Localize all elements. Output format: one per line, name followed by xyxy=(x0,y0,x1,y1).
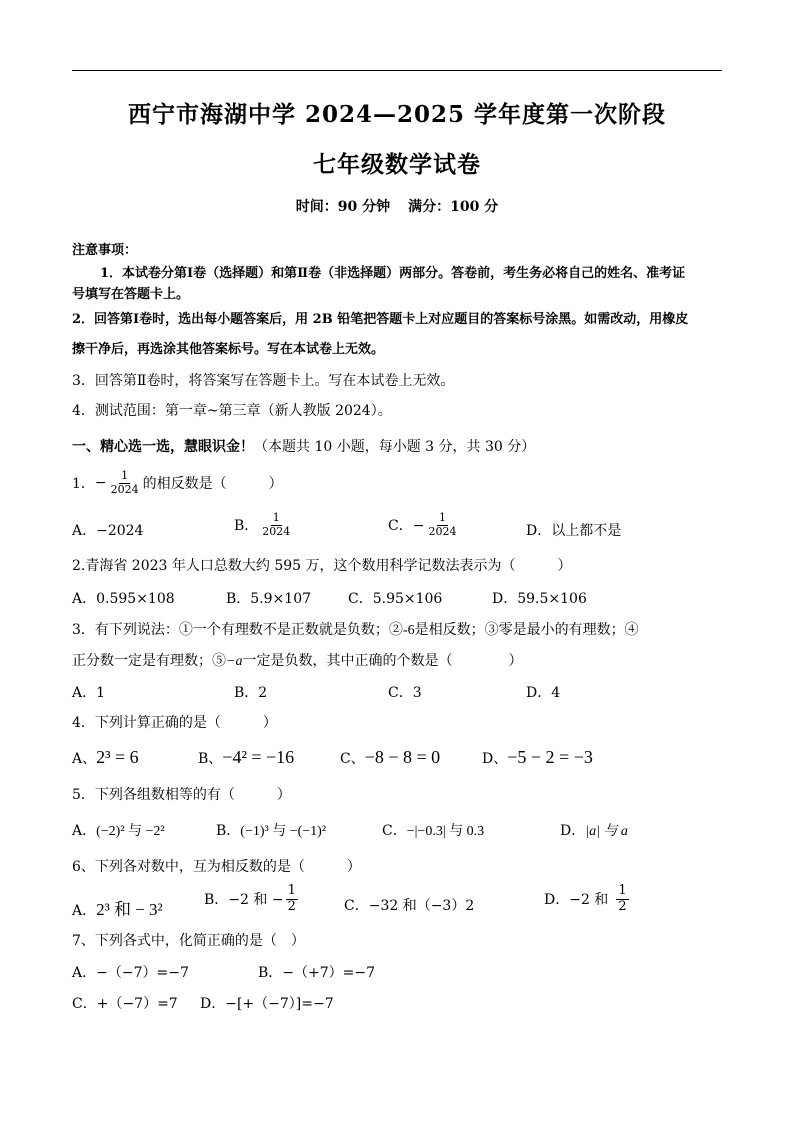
note-1-line1: 1．本试卷分第Ⅰ卷（选择题）和第Ⅱ卷（非选择题）两部分。答卷前，考生务必将自己的姓名、准考证 xyxy=(100,266,686,281)
q6-option-c: C．−32 和（−3）2 xyxy=(344,898,475,914)
note-4: 4．测试范围：第一章~第三章（新人教版 2024）。 xyxy=(72,403,392,419)
q7-option-a: A．−（−7）=−7 xyxy=(72,965,189,981)
q7-option-c: C．+（−7）=7 xyxy=(72,996,178,1012)
section1-desc: （本题共 10 小题，每小题 3 分，共 30 分） xyxy=(254,439,536,455)
q4-c-math: −8 − 8 = 0 xyxy=(364,747,441,767)
section1-title: 一、精心选一选，慧眼识金！ xyxy=(72,439,254,455)
q1-option-c xyxy=(388,512,460,538)
q1-c-num: 1 xyxy=(438,511,446,524)
q4-d-math: −5 − 2 = −3 xyxy=(507,747,593,767)
q4-option-a xyxy=(72,747,139,768)
q6-option-d xyxy=(544,884,631,915)
question-4: 4．下列计算正确的是（ ） xyxy=(72,715,277,731)
q5-c-math: −|−0.3| 与 0.3 xyxy=(406,824,485,839)
q7-option-d: D．−[+（−7）]=−7 xyxy=(200,996,334,1012)
q3-neg-a: −a xyxy=(226,654,243,669)
q4-a-math: 2³ = 6 xyxy=(96,747,139,767)
q3-option-b: B．2 xyxy=(234,685,268,701)
q1-c-fraction xyxy=(426,512,458,538)
q5-c-label: C． xyxy=(382,823,407,839)
question-5: 5．下列各组数相等的有（ ） xyxy=(72,787,291,803)
q1-b-den: 2024 xyxy=(262,524,291,538)
q6-a-math: 2³ 和 − 3² xyxy=(96,900,163,919)
question-2: 2.青海省 2023 年人口总数大约 595 万，这个数用科学记数法表示为（ ） xyxy=(72,558,572,574)
exam-title-line1: 西宁市海湖中学 2024—2025 学年度第一次阶段 xyxy=(127,101,667,128)
exam-title-line2: 七年级数学试卷 xyxy=(313,151,481,178)
q2-option-c: C．5.95×106 xyxy=(348,591,443,607)
exam-meta xyxy=(0,196,794,216)
q6-b-label: B．−2 和 − xyxy=(204,892,284,909)
q4-option-d xyxy=(482,747,593,768)
q6-d-den: 2 xyxy=(618,898,627,914)
q6-b-fraction xyxy=(286,884,298,915)
q6-option-a xyxy=(72,895,163,920)
q1-fraction xyxy=(109,470,141,496)
q5-a-math: (−2)² 与 −2² xyxy=(96,824,165,839)
q5-d-label: D． xyxy=(560,823,586,839)
q4-b-label: B、 xyxy=(198,751,223,767)
q3-minus-six: -6 xyxy=(402,623,415,638)
q3-option-d: D．4 xyxy=(526,685,561,701)
q5-option-b xyxy=(216,820,326,840)
q6-b-num: 1 xyxy=(287,883,296,898)
q5-b-math: (−1)³ 与 −(−1)² xyxy=(240,824,327,839)
q6-d-fraction xyxy=(616,884,628,915)
q1-frac-den: 2024 xyxy=(110,482,139,496)
q6-a-label: A． xyxy=(72,903,97,919)
note-1-line2: 号填写在答题卡上。 xyxy=(72,287,190,302)
q4-option-b xyxy=(198,747,294,768)
question-3-line2 xyxy=(72,650,522,670)
q1-neg: − xyxy=(94,475,107,492)
q5-option-a xyxy=(72,820,165,840)
q2-option-b: B．5.9×107 xyxy=(226,591,312,607)
q1-option-b xyxy=(234,512,294,538)
q4-c-label: C、 xyxy=(340,751,365,767)
question-6: 6、下列各对数中，互为相反数的是（ ） xyxy=(72,859,361,875)
q3-text-a3: 是相反数；③零是最小的有理数；④ xyxy=(414,622,639,638)
q1-option-a: A．−2024 xyxy=(72,523,144,539)
q1-b-num: 1 xyxy=(272,511,280,524)
q3-text-b3: 一定是负数，其中正确的个数是（ ） xyxy=(242,653,523,669)
q4-b-math: −4² = −16 xyxy=(222,747,295,767)
note-2-line2: 擦干净后，再选涂其他答案标号。写在本试卷上无效。 xyxy=(72,342,385,357)
q3-option-c: C．3 xyxy=(388,685,422,701)
q7-option-b: B．−（+7）=−7 xyxy=(258,965,376,981)
top-rule xyxy=(72,70,722,71)
question-1 xyxy=(72,470,283,496)
q1-option-d: D．以上都不是 xyxy=(526,523,622,539)
q6-d-num: 1 xyxy=(618,883,627,898)
q1-b-fraction xyxy=(260,512,292,538)
q5-a-label: A． xyxy=(72,823,97,839)
q5-option-d xyxy=(560,820,628,840)
q4-d-label: D、 xyxy=(482,751,508,767)
exam-time: 时间：90 分钟 xyxy=(295,199,391,215)
q4-a-label: A、 xyxy=(72,751,97,767)
q6-b-den: 2 xyxy=(287,898,296,914)
q1-number: 1． xyxy=(72,476,95,493)
q1-frac-num: 1 xyxy=(121,469,129,482)
q3-text-b1: 正分数一定是有理数；⑤ xyxy=(72,653,226,669)
note-3: 3．回答第Ⅱ卷时，将答案写在答题卡上。写在本试卷上无效。 xyxy=(72,373,455,389)
q5-d-math: |a| 与 a xyxy=(585,824,628,839)
q2-option-d: D．59.5×106 xyxy=(492,591,587,607)
section1-heading xyxy=(72,436,535,456)
question-7: 7、下列各式中，化简正确的是（ ） xyxy=(72,933,305,949)
question-3-line1 xyxy=(72,619,639,639)
q1-c-label: C．− xyxy=(388,518,425,535)
q6-d-label: D．−2 和 xyxy=(544,892,609,909)
q5-option-c xyxy=(382,820,484,840)
notes-heading: 注意事项： xyxy=(72,243,138,258)
q1-text: 的相反数是（ ） xyxy=(142,476,283,493)
q4-option-c xyxy=(340,747,440,768)
q3-option-a: A．1 xyxy=(72,685,106,701)
q2-option-a: A．0.595×108 xyxy=(72,591,175,607)
exam-score: 满分：100 分 xyxy=(408,199,499,215)
q6-option-b xyxy=(204,884,300,915)
q1-b-label: B． xyxy=(234,518,259,535)
q5-b-label: B． xyxy=(216,823,241,839)
q3-text-a1: 3．有下列说法：①一个有理数不是正数就是负数；② xyxy=(72,622,403,638)
note-2-line1: 2．回答第Ⅰ卷时，选出每小题答案后，用 2B 铅笔把答题卡上对应题目的答案标号涂黑。如需改动，用橡皮 xyxy=(72,312,689,327)
q1-c-den: 2024 xyxy=(428,524,457,538)
